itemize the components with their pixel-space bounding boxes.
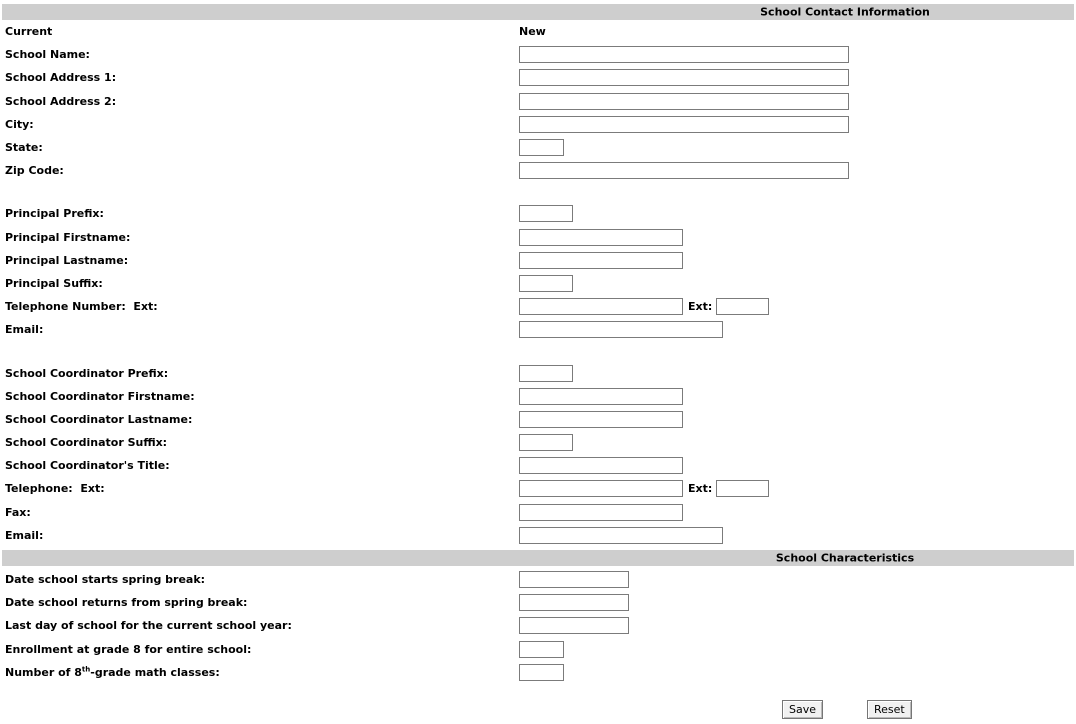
principal-suffix-input[interactable] (519, 275, 573, 292)
field-label: Principal Lastname: (5, 253, 129, 267)
form-row-school-address-2 (0, 90, 1076, 113)
field-label: School Coordinator Prefix: (5, 366, 169, 380)
spring-break-start-input[interactable] (519, 571, 629, 588)
math-classes-count-input[interactable] (519, 664, 564, 681)
form-row-principal-telephone (0, 295, 1076, 318)
field-label: School Coordinator Firstname: (5, 389, 195, 403)
principal-prefix-input[interactable] (519, 205, 573, 222)
field-label: Fax: (5, 505, 31, 519)
school-address-2-input[interactable] (519, 93, 849, 110)
spring-break-return-input[interactable] (519, 594, 629, 611)
coordinator-telephone-ext-input[interactable] (716, 480, 769, 497)
form-row-coordinator-suffix (0, 431, 1076, 454)
coordinator-suffix-input[interactable] (519, 434, 573, 451)
section-gap (0, 182, 1076, 202)
city-input[interactable] (519, 116, 849, 133)
form-row-spring-break-start (0, 568, 1076, 591)
principal-lastname-input[interactable] (519, 252, 683, 269)
form-row-coordinator-firstname (0, 385, 1076, 408)
principal-telephone-input[interactable] (519, 298, 683, 315)
school-address-1-input[interactable] (519, 69, 849, 86)
form-row-grade8-enrollment (0, 638, 1076, 661)
field-label: Date school returns from spring break: (5, 596, 248, 610)
form-row-coordinator-prefix (0, 361, 1076, 384)
form-row-principal-lastname (0, 249, 1076, 272)
last-day-of-school-input[interactable] (519, 617, 629, 634)
field-label: City: (5, 117, 34, 131)
section-header-characteristics (2, 550, 1074, 566)
state-input[interactable] (519, 139, 564, 156)
ext-label: Ext: (688, 300, 713, 314)
grade8-enrollment-input[interactable] (519, 641, 564, 658)
principal-firstname-input[interactable] (519, 229, 683, 246)
form-row-spring-break-return (0, 591, 1076, 614)
form-row-coordinator-lastname (0, 408, 1076, 431)
field-label: School Coordinator Lastname: (5, 412, 193, 426)
form-row-last-day (0, 614, 1076, 637)
coordinator-fax-input[interactable] (519, 504, 683, 521)
field-label: State: (5, 141, 43, 155)
section-title-characteristics: School Characteristics (775, 551, 915, 565)
column-header-new: New (519, 25, 546, 39)
school-name-input[interactable] (519, 46, 849, 63)
field-label: School Coordinator's Title: (5, 459, 170, 473)
field-label: Email: (5, 528, 44, 542)
reset-button[interactable]: Reset (867, 700, 912, 719)
form-row-state (0, 136, 1076, 159)
field-label: Principal Prefix: (5, 207, 104, 221)
section-header-contact (2, 4, 1074, 20)
form-row-zip-code (0, 159, 1076, 182)
field-label: Zip Code: (5, 164, 64, 178)
field-label: Number of 8th-grade math classes: (5, 665, 220, 679)
section-gap (0, 341, 1076, 361)
save-button[interactable]: Save (782, 700, 823, 719)
form-row-coordinator-title (0, 454, 1076, 477)
field-label: Principal Suffix: (5, 276, 103, 290)
coordinator-title-input[interactable] (519, 457, 683, 474)
column-header-current: Current (5, 25, 53, 39)
principal-email-input[interactable] (519, 321, 723, 338)
coordinator-lastname-input[interactable] (519, 411, 683, 428)
field-label: Email: (5, 323, 44, 337)
form-row-city (0, 113, 1076, 136)
field-label: Last day of school for the current school year: (5, 619, 292, 633)
zip-code-input[interactable] (519, 162, 849, 179)
form-row-principal-firstname (0, 226, 1076, 249)
coordinator-prefix-input[interactable] (519, 365, 573, 382)
form-row-principal-prefix (0, 202, 1076, 225)
column-header-row (0, 20, 1076, 43)
field-label: Telephone Number: Ext: (5, 300, 158, 314)
ext-label: Ext: (688, 482, 713, 496)
form-row-principal-suffix (0, 272, 1076, 295)
field-label: Telephone: Ext: (5, 482, 105, 496)
form-row-math-classes-count (0, 661, 1076, 684)
field-label: School Address 1: (5, 71, 117, 85)
form-row-principal-email (0, 318, 1076, 341)
field-label: School Address 2: (5, 94, 117, 108)
principal-telephone-ext-input[interactable] (716, 298, 769, 315)
field-label: Principal Firstname: (5, 230, 131, 244)
field-label: School Coordinator Suffix: (5, 436, 168, 450)
form-row-coordinator-email (0, 524, 1076, 547)
coordinator-firstname-input[interactable] (519, 388, 683, 405)
coordinator-email-input[interactable] (519, 527, 723, 544)
field-label: School Name: (5, 48, 90, 62)
coordinator-telephone-input[interactable] (519, 480, 683, 497)
field-label: Date school starts spring break: (5, 573, 206, 587)
field-label: Enrollment at grade 8 for entire school: (5, 642, 252, 656)
form-actions (0, 700, 1076, 719)
form-row-coordinator-telephone (0, 477, 1076, 500)
section-title-contact: School Contact Information (760, 5, 930, 19)
form-row-school-address-1 (0, 66, 1076, 89)
form-row-school-name (0, 43, 1076, 66)
form-row-fax (0, 501, 1076, 524)
